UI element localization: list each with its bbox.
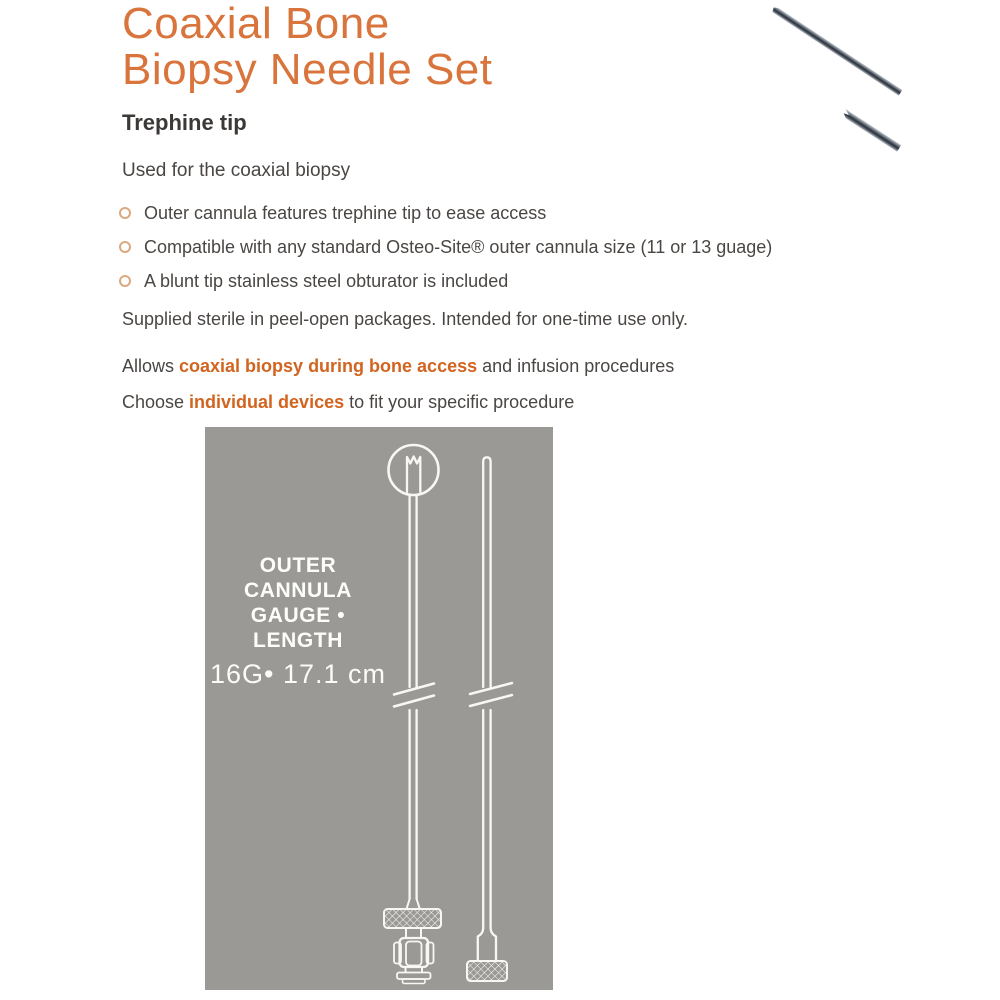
- illustration-panel: [205, 427, 553, 990]
- page-title-line2: Biopsy Needle Set: [122, 45, 493, 94]
- allows-prefix: Allows: [122, 356, 180, 376]
- break-marks-icon: [394, 684, 434, 707]
- bullet-ring-icon: [119, 207, 131, 219]
- trephine-tip-serration-icon: [407, 457, 420, 493]
- intro-text: Used for the coaxial biopsy: [122, 160, 351, 181]
- cannula-shaft-lower: [410, 710, 417, 899]
- allows-suffix: and infusion procedures: [477, 356, 675, 376]
- outer-cannula-illustration: [384, 445, 441, 984]
- page-title-line1: Coaxial Bone: [122, 0, 390, 48]
- bullet-text: A blunt tip stainless steel obturator is included: [144, 271, 509, 291]
- feature-bullet: [119, 271, 508, 292]
- feature-bullet: [119, 203, 546, 224]
- panel-label: [207, 553, 389, 687]
- bullet-text: Compatible with any standard Osteo-Site® outer cannula size (11 or 13 guage): [144, 237, 773, 257]
- panel-spec: 16G• 17.1 cm: [209, 659, 387, 689]
- bullet-ring-icon: [119, 241, 131, 253]
- needle-diagram: [205, 427, 553, 990]
- obturator-shaft-lower: [483, 710, 490, 928]
- obturator-shaft-upper: [483, 457, 490, 687]
- choose-suffix: to fit your specific procedure: [344, 392, 575, 412]
- allows-line: [122, 356, 674, 377]
- bullet-ring-icon: [119, 275, 131, 287]
- panel-label-line1: OUTER CANNULA: [243, 554, 353, 602]
- luer-inner: [406, 942, 422, 966]
- obturator-illustration: [467, 457, 512, 981]
- luer-base: [403, 979, 426, 984]
- sterile-note: Supplied sterile in peel-open packages. Intended for one-time use only.: [122, 309, 689, 329]
- knurled-grip: [467, 961, 507, 981]
- needle-photo-shaft: [771, 6, 902, 96]
- hub-neck: [406, 928, 421, 938]
- magnified-tip-circle-icon: [389, 445, 439, 495]
- choose-line: [122, 392, 574, 413]
- choose-prefix: Choose: [122, 392, 190, 412]
- bullet-text: Outer cannula features trephine tip to ease access: [144, 203, 547, 223]
- luer-flange: [397, 973, 431, 980]
- panel-label-line2: GAUGE • LENGTH: [250, 604, 346, 652]
- feature-bullet: [119, 237, 772, 258]
- cannula-shaft-upper: [410, 496, 417, 688]
- needle-photo-trephine-tip: [841, 109, 902, 152]
- page-subtitle: Trephine tip: [122, 110, 247, 135]
- choose-highlight: individual devices: [189, 392, 345, 412]
- allows-highlight: coaxial biopsy during bone access: [179, 356, 478, 376]
- obturator-shoulder: [478, 928, 496, 961]
- hub-collar: [407, 899, 420, 909]
- page-title: [122, 1, 493, 93]
- knurled-hub: [384, 909, 441, 928]
